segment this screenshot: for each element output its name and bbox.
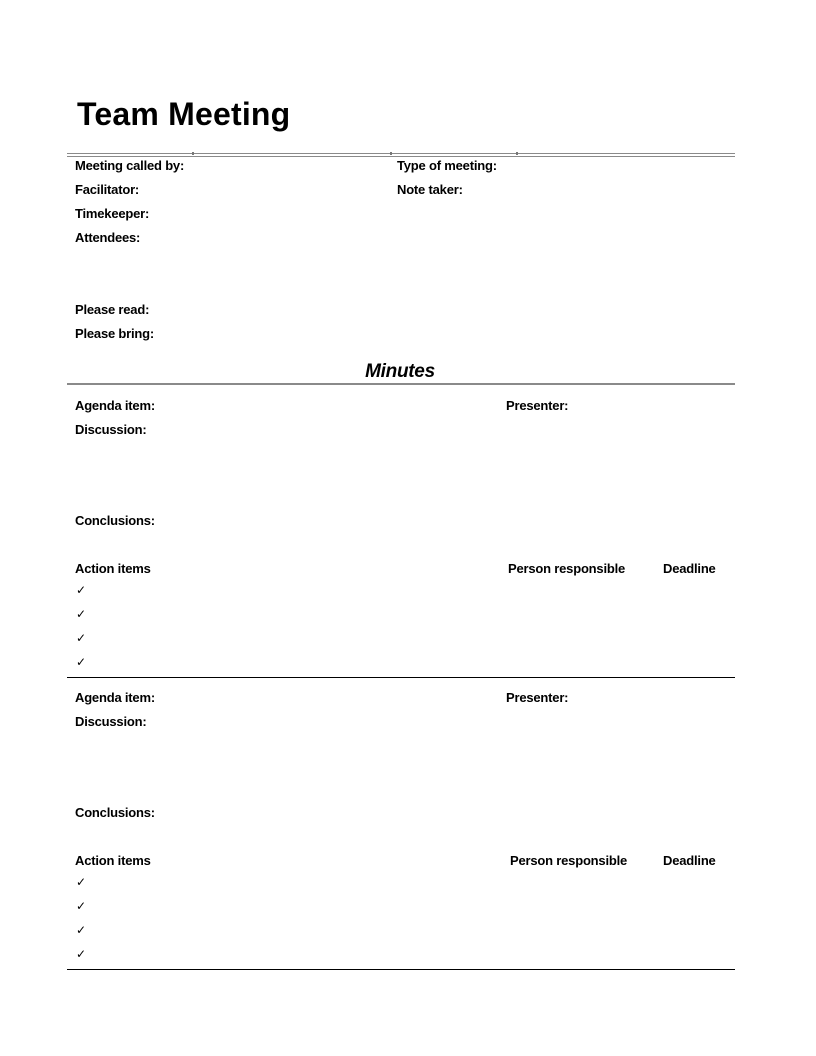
- agenda-item-label: Agenda item:: [75, 690, 155, 705]
- minutes-heading: Minutes: [365, 361, 435, 382]
- divider-tick: [192, 152, 194, 155]
- deadline-label: Deadline: [663, 853, 716, 868]
- deadline-label: Deadline: [663, 561, 716, 576]
- checkmark-icon: ✓: [76, 583, 87, 597]
- page-title: Team Meeting: [77, 96, 291, 132]
- checkmark-icon: ✓: [76, 607, 87, 621]
- checkmark-icon: ✓: [76, 631, 87, 645]
- meeting-called-by-label: Meeting called by:: [75, 158, 185, 173]
- agenda-divider: [67, 969, 735, 970]
- presenter-label: Presenter:: [506, 398, 569, 413]
- timekeeper-label: Timekeeper:: [75, 206, 150, 221]
- please-bring-label: Please bring:: [75, 326, 155, 341]
- agenda-item-label: Agenda item:: [75, 398, 155, 413]
- divider-tick: [516, 152, 518, 155]
- type-of-meeting-label: Type of meeting:: [397, 158, 497, 173]
- checkmark-icon: ✓: [76, 947, 87, 961]
- facilitator-label: Facilitator:: [75, 182, 140, 197]
- checkmark-icon: ✓: [76, 923, 87, 937]
- conclusions-label: Conclusions:: [75, 805, 155, 820]
- discussion-label: Discussion:: [75, 422, 147, 437]
- action-items-label: Action items: [75, 561, 151, 576]
- checkmark-icon: ✓: [76, 899, 87, 913]
- header-divider: [67, 153, 735, 157]
- agenda-divider: [67, 677, 735, 678]
- presenter-label: Presenter:: [506, 690, 569, 705]
- checkmark-icon: ✓: [76, 875, 87, 889]
- checkmark-icon: ✓: [76, 655, 87, 669]
- minutes-divider: [67, 383, 735, 385]
- discussion-label: Discussion:: [75, 714, 147, 729]
- attendees-label: Attendees:: [75, 230, 141, 245]
- conclusions-label: Conclusions:: [75, 513, 155, 528]
- please-read-label: Please read:: [75, 302, 150, 317]
- note-taker-label: Note taker:: [397, 182, 463, 197]
- person-responsible-label: Person responsible: [508, 561, 626, 576]
- action-items-label: Action items: [75, 853, 151, 868]
- person-responsible-label: Person responsible: [510, 853, 628, 868]
- divider-tick: [390, 152, 392, 155]
